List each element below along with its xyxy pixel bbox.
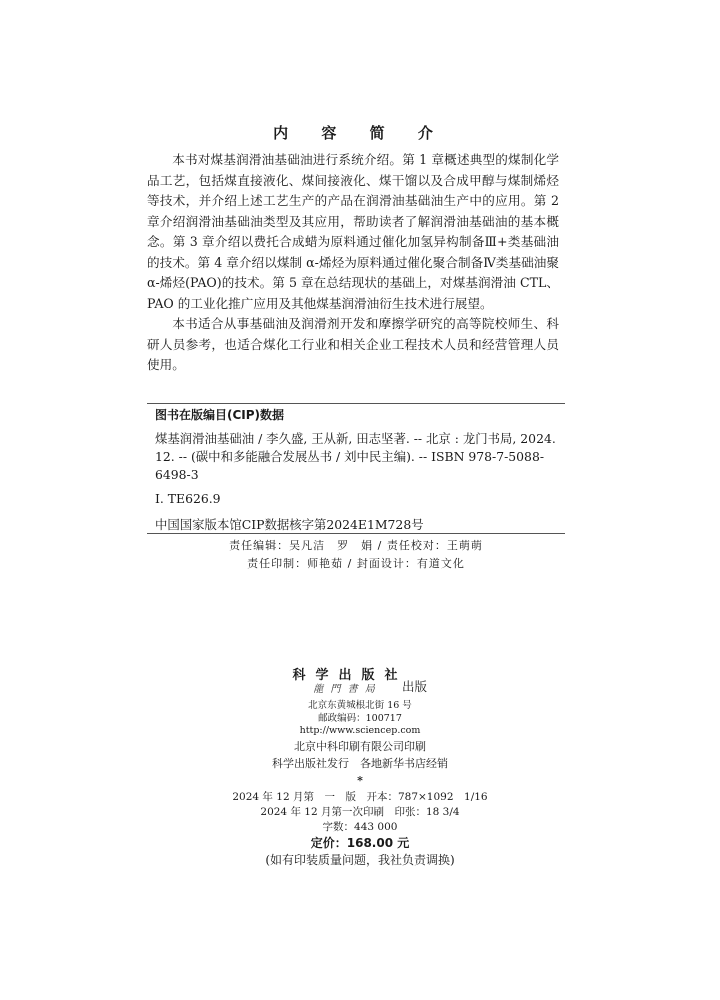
- cip-classification: Ⅰ. TE626.9: [155, 491, 221, 506]
- quality-note: (如有印装质量问题，我社负责调换): [265, 853, 455, 867]
- summary-paragraph-2: 本书适合从事基础油及润滑剂开发和摩擦学研究的高等院校师生、科研人员参考，也适合煤化工行业和相关企业工程技术人员和经营管理人员使用。: [147, 316, 559, 372]
- cip-top-divider: [147, 403, 565, 404]
- separator-star: *: [357, 774, 363, 787]
- distribution: 科学出版社发行 各地新华书店经销: [272, 757, 448, 770]
- publisher-suffix: 出版: [402, 679, 428, 694]
- word-count: 字数：443 000: [322, 821, 398, 833]
- publisher-postcode: 邮政编码：100717: [318, 713, 402, 724]
- page-title: 内 容 简 介: [273, 124, 447, 142]
- summary-text: [147, 150, 559, 376]
- publisher-name: 科学出版社: [292, 668, 408, 683]
- cip-block: [155, 406, 559, 534]
- cip-bottom-divider: [147, 533, 565, 534]
- cip-entry: 煤基润滑油基础油 / 李久盛, 王从新, 田志坚著. -- 北京 : 龙门书局, 2024. 12. -- (碳中和多能融合发展丛书 / 刘中民主编). -- ISBN 978-7-5088-6498-3: [155, 431, 556, 482]
- edition-line-2: 2024 年 12 月第一次印刷 印张：18 3/4: [260, 806, 460, 818]
- credits-line-2: 责任印制：师艳茹 / 封面设计：有道文化: [247, 557, 465, 570]
- publisher-website: http://www.sciencep.com: [299, 725, 421, 736]
- cip-title: 图书在版编目(CIP)数据: [155, 408, 285, 422]
- price: 定价：168.00 元: [310, 836, 410, 850]
- printer: 北京中科印刷有限公司印刷: [294, 740, 426, 753]
- credits-line-1: 责任编辑：吴凡洁 罗 娟 / 责任校对：王萌萌: [229, 539, 483, 552]
- edition-line-1: 2024 年 12 月第 一 版 开本：787×1092 1/16: [232, 791, 488, 803]
- summary-paragraph-1: 本书对煤基润滑油基础油进行系统介绍。第 1 章概述典型的煤制化学品工艺，包括煤直接液化、煤间接液化、煤干馏以及合成甲醇与煤制烯烃等技术，并介绍上述工艺生产的产品在润滑油基础油生产中的应用。第 2 章介绍润滑油基础油类型及其应用，帮助读者了解润滑油基础油的基本概念。第 3 章介绍以费托合成蜡为原料通过催化加氢异构制备Ⅲ+类基础油的技术。第 4 章介绍以煤制 α-烯烃为原料通过催化聚合制备Ⅳ类基础油聚 α-烯烃(PAO)的技术。第 5 章在总结现状的基础上，对煤基润滑油 CTL、PAO 的工业化推广应用及其他煤基润滑油衍生技术进行展望。: [147, 152, 559, 311]
- publisher-address: 北京东黄城根北街 16 号: [308, 700, 412, 711]
- cip-verification: 中国国家版本馆CIP数据核字第2024E1M728号: [155, 517, 424, 532]
- publisher-sub-name: 龍 門 書 局: [313, 684, 377, 695]
